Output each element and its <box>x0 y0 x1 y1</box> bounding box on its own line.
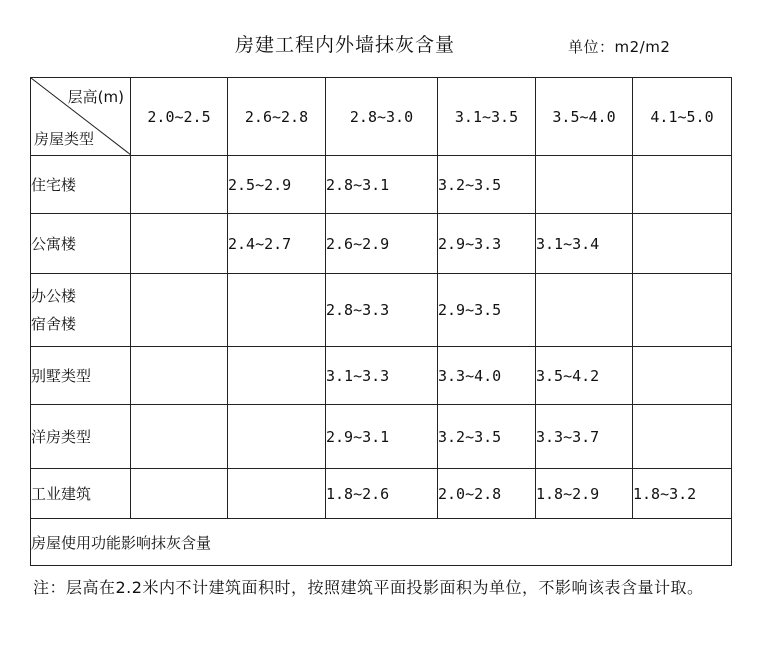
footer-row <box>31 519 732 566</box>
column-header: 3.1~3.5 <box>438 78 536 156</box>
row-label-line: 办公楼 <box>31 287 77 305</box>
unit-label: 单位：m2/m2 <box>568 38 671 56</box>
table-cell: 2.4~2.7 <box>228 214 326 274</box>
table-cell <box>536 274 633 347</box>
table-cell <box>131 347 228 405</box>
table-row <box>31 274 732 347</box>
table-cell <box>228 405 326 469</box>
table-cell <box>633 156 732 214</box>
table-cell: 2.9~3.5 <box>438 274 536 347</box>
header-row <box>31 78 732 156</box>
corner-header-cell <box>31 78 131 156</box>
table-cell: 3.1~3.4 <box>536 214 633 274</box>
table-cell: 1.8~2.6 <box>326 469 438 519</box>
table-cell: 1.8~3.2 <box>633 469 732 519</box>
table-cell: 2.9~3.1 <box>326 405 438 469</box>
plaster-content-table <box>30 77 732 566</box>
table-cell: 2.6~2.9 <box>326 214 438 274</box>
row-label: 洋房类型 <box>31 405 131 469</box>
table-row <box>31 347 732 405</box>
table-cell: 3.3~4.0 <box>438 347 536 405</box>
table-cell <box>228 274 326 347</box>
table-cell <box>633 347 732 405</box>
table-cell: 3.3~3.7 <box>536 405 633 469</box>
row-label <box>31 274 131 347</box>
corner-bottom-label: 房屋类型 <box>34 130 95 148</box>
table-row <box>31 214 732 274</box>
table-cell <box>228 347 326 405</box>
table-cell: 3.2~3.5 <box>438 156 536 214</box>
table-cell <box>228 469 326 519</box>
row-label: 工业建筑 <box>31 469 131 519</box>
table-cell: 3.1~3.3 <box>326 347 438 405</box>
table-cell: 2.8~3.3 <box>326 274 438 347</box>
table-cell: 2.0~2.8 <box>438 469 536 519</box>
column-header: 2.6~2.8 <box>228 78 326 156</box>
table-cell: 2.8~3.1 <box>326 156 438 214</box>
column-header: 3.5~4.0 <box>536 78 633 156</box>
table-cell: 2.9~3.3 <box>438 214 536 274</box>
footnote: 注：层高在2.2米内不计建筑面积时，按照建筑平面投影面积为单位，不影响该表含量计取。 <box>33 578 704 597</box>
table-cell: 1.8~2.9 <box>536 469 633 519</box>
table-cell <box>633 214 732 274</box>
table-cell: 2.5~2.9 <box>228 156 326 214</box>
page-title: 房建工程内外墙抹灰含量 <box>234 34 455 56</box>
table-cell <box>131 214 228 274</box>
table-cell <box>131 274 228 347</box>
column-header: 2.8~3.0 <box>326 78 438 156</box>
column-header: 2.0~2.5 <box>131 78 228 156</box>
footer-cell: 房屋使用功能影响抹灰含量 <box>31 519 732 566</box>
table-cell <box>131 469 228 519</box>
table-cell <box>633 274 732 347</box>
table-cell <box>536 156 633 214</box>
row-label: 住宅楼 <box>31 156 131 214</box>
table-cell: 3.5~4.2 <box>536 347 633 405</box>
table-cell <box>131 405 228 469</box>
table-row <box>31 469 732 519</box>
column-header: 4.1~5.0 <box>633 78 732 156</box>
row-label-line: 宿舍楼 <box>31 315 77 333</box>
table-cell <box>633 405 732 469</box>
corner-top-label: 层高(m) <box>67 88 124 106</box>
table-cell <box>131 156 228 214</box>
row-label: 公寓楼 <box>31 214 131 274</box>
table-row <box>31 156 732 214</box>
table-cell: 3.2~3.5 <box>438 405 536 469</box>
row-label: 别墅类型 <box>31 347 131 405</box>
table-row <box>31 405 732 469</box>
